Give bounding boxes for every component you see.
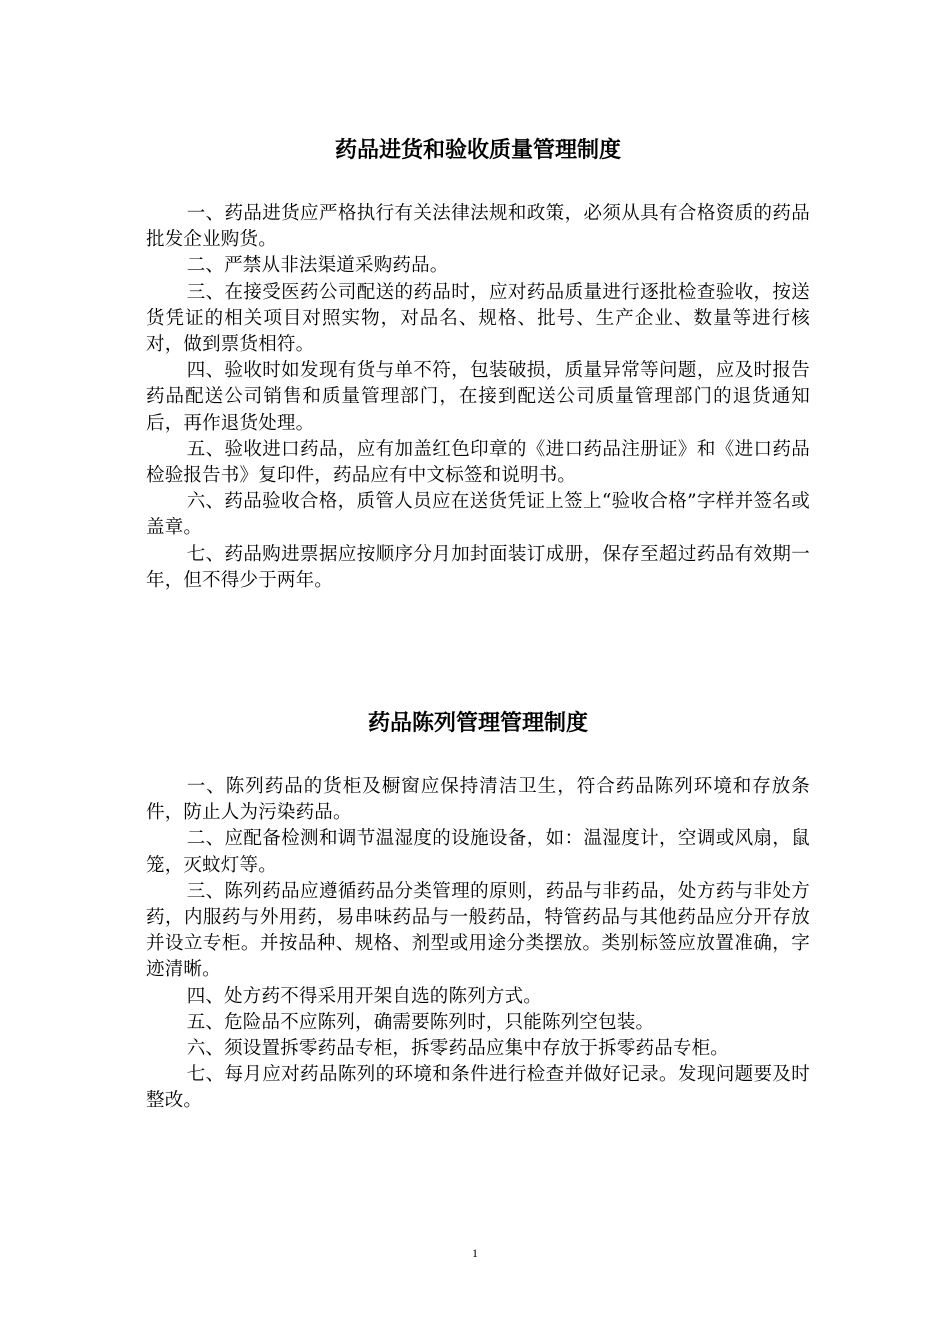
paragraph: 四、验收时如发现有货与单不符，包装破损，质量异常等问题，应及时报告药品配送公司销售和质量管理部门，在接到配送公司质量管理部门的退货通知后，再作退货处理。 [146,360,810,434]
paragraph: 一、药品进货应严格执行有关法律法规和政策，必须从具有合格资质的药品批发企业购货。 [146,203,810,251]
section-purchase-acceptance [146,133,810,594]
paragraph: 三、在接受医药公司配送的药品时，应对药品质量进行逐批检查验收，按送货凭证的相关项目对照实物，对品名、规格、批号、生产企业、数量等进行核对，做到票货相符。 [146,281,810,356]
paragraph: 七、药品购进票据应按顺序分月加封面装订成册，保存至超过药品有效期一年，但不得少于两年。 [146,543,810,591]
section-display-management [146,706,810,1115]
paragraph: 六、须设置拆零药品专柜，拆零药品应集中存放于拆零药品专柜。 [186,1038,729,1060]
paragraph: 二、严禁从非法渠道采购药品。 [186,255,449,277]
paragraph: 五、危险品不应陈列，确需要陈列时，只能陈列空包装。 [186,1011,655,1033]
section-title: 药品进货和验收质量管理制度 [334,137,621,163]
paragraph: 二、应配备检测和调节温湿度的设施设备，如：温湿度计，空调或风扇，鼠笼，灭蚊灯等。 [146,828,810,876]
paragraph: 五、验收进口药品，应有加盖红色印章的《进口药品注册证》和《进口药品检验报告书》复印件，药品应有中文标签和说明书。 [146,438,810,487]
paragraph: 七、每月应对药品陈列的环境和条件进行检查并做好记录。发现问题要及时整改。 [146,1064,810,1112]
section-title: 药品陈列管理管理制度 [367,710,588,736]
paragraph: 四、处方药不得采用开架自选的陈列方式。 [186,985,542,1007]
paragraph: 一、陈列药品的货柜及橱窗应保持清洁卫生，符合药品陈列环境和存放条件，防止人为污染药品。 [146,776,810,824]
paragraph: 六、药品验收合格，质管人员应在送货凭证上签上“验收合格”字样并签名或盖章。 [146,491,810,539]
page-number: 1 [472,1246,478,1260]
paragraph: 三、陈列药品应遵循药品分类管理的原则，药品与非药品，处方药与非处方药，内服药与外用药，易串味药品与一般药品，特管药品与其他药品应分开存放并设立专柜。并按品种、规格、剂型或用途分类摆放。类别标签应放置准确，字迹清晰。 [146,880,810,981]
